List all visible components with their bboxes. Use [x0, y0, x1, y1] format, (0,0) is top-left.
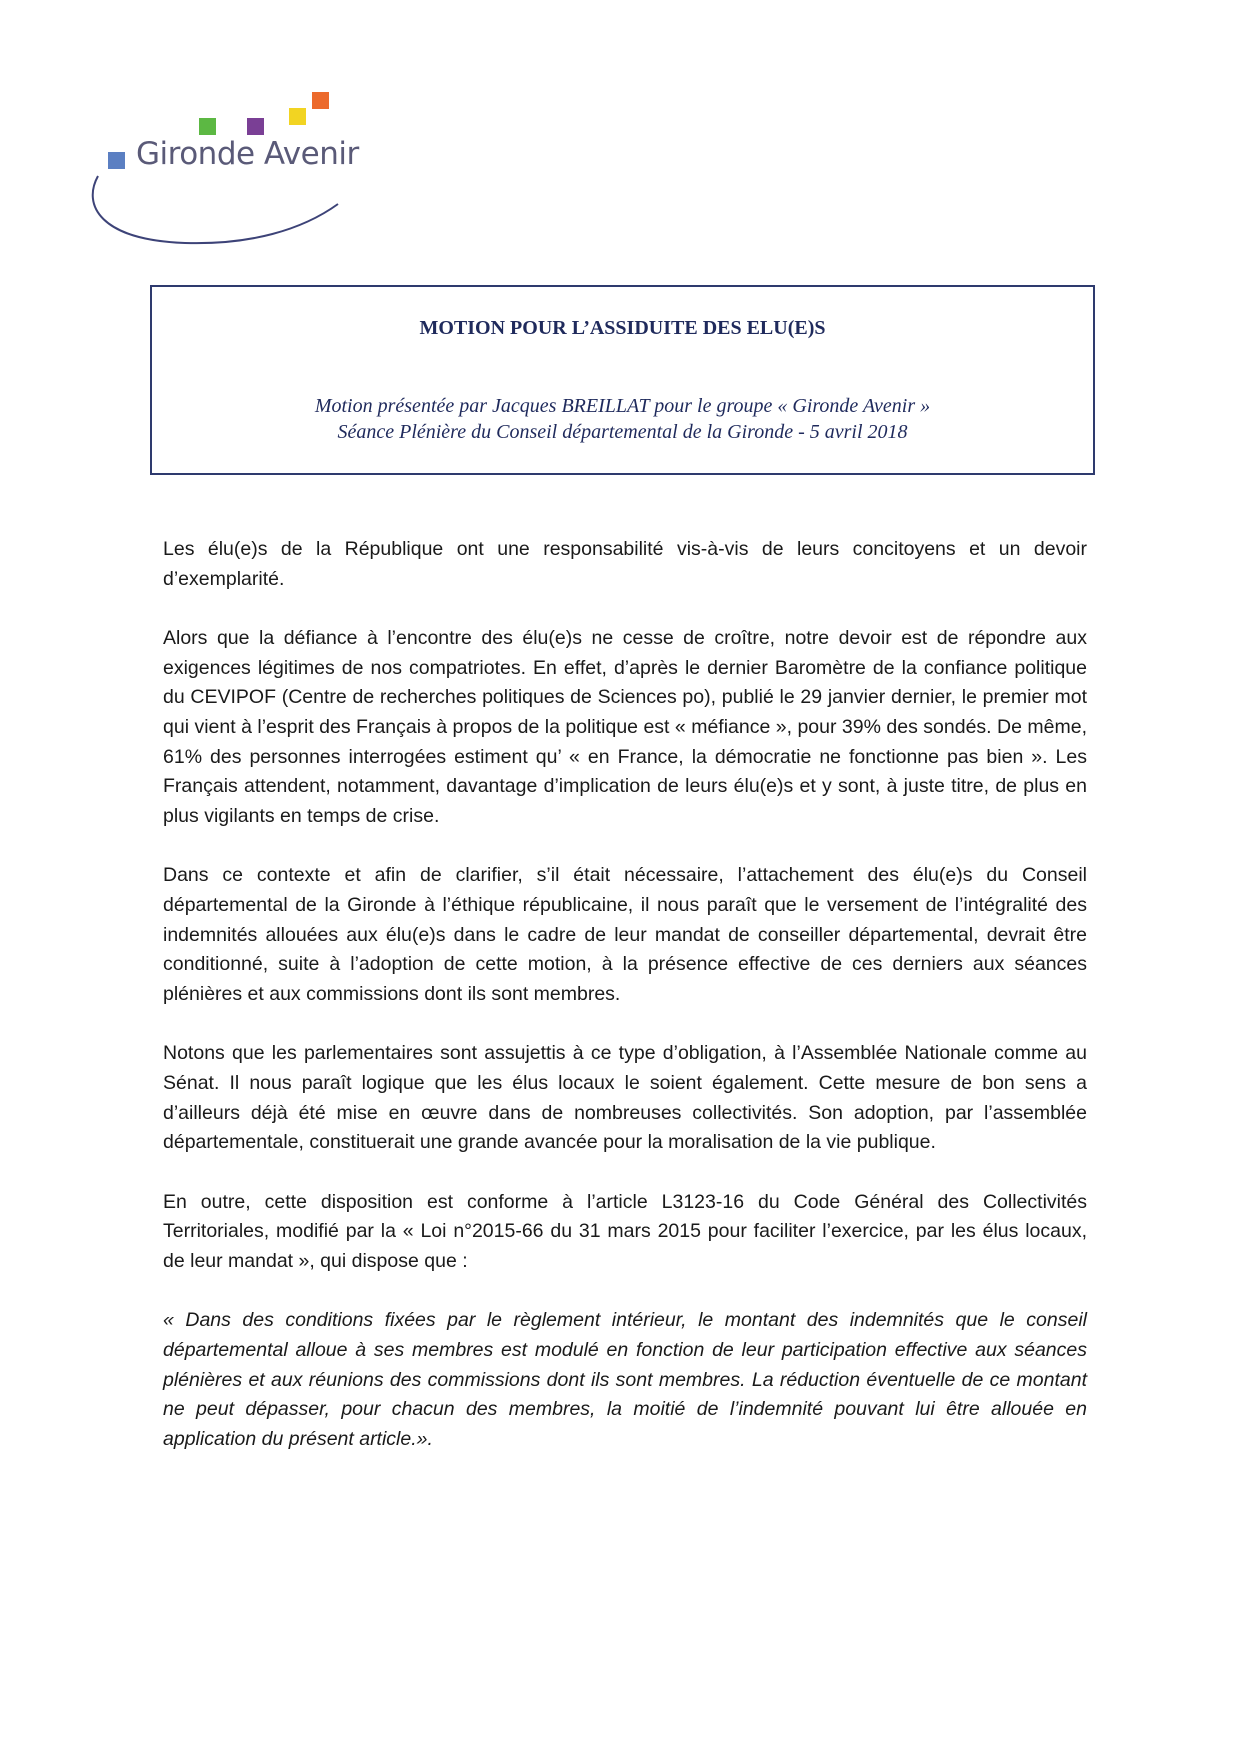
- motion-body: [163, 535, 1087, 1484]
- gironde-avenir-logo: [80, 80, 380, 260]
- body-paragraph-5: En outre, cette disposition est conforme à l’article L3123-16 du Code Général des Collectivités Territoriales, modifié par la « Loi n°2015-66 du 31 mars 2015 pour faciliter l’exercice, par les élus locaux, de leur mandat », qui dispose que :: [163, 1190, 1087, 1272]
- logo-square-orange: [312, 92, 329, 109]
- motion-header-box: [150, 285, 1095, 475]
- logo-square-yellow: [289, 108, 306, 125]
- body-paragraph-1: Les élu(e)s de la République ont une responsabilité vis-à-vis de leurs concitoyens et un devoir d’exemplarité.: [163, 538, 1087, 590]
- logo-text: Gironde Avenir: [136, 136, 359, 172]
- logo-square-green: [199, 118, 216, 135]
- body-paragraph-4: Notons que les parlementaires sont assujettis à ce type d’obligation, à l’Assemblée Nationale comme au Sénat. Il nous paraît logique que les élus locaux le soient également. Cette mesure de bon sens a d’ailleurs déjà été mise en œuvre dans de nombreuses collectivités. Son adoption, par l’assemblée départementale, constituerait une grande avancée pour la moralisation de la vie publique.: [163, 1042, 1087, 1154]
- logo-swoosh: [93, 176, 338, 243]
- body-paragraph-2: Alors que la défiance à l’encontre des élu(e)s ne cesse de croître, notre devoir est de répondre aux exigences légitimes de nos compatriotes. En effet, d’après le dernier Baromètre de la confiance politique du CEVIPOF (Centre de recherches politiques de Sciences po), publié le 29 janvier dernier, le premier mot qui vient à l’esprit des Français à propos de la politique est « méfiance », pour 39% des sondés. De même, 61% des personnes interrogées estiment qu’ « en France, la démocratie ne fonctionne pas bien ». Les Français attendent, notamment, davantage d’implication de leurs élu(e)s et y sont, à juste titre, de plus en plus vigilants en temps de crise.: [163, 627, 1087, 827]
- logo-square-blue: [108, 152, 125, 169]
- motion-session-line: Séance Plénière du Conseil départemental de la Gironde - 5 avril 2018: [337, 421, 908, 443]
- logo-square-purple: [247, 118, 264, 135]
- law-quote: « Dans des conditions fixées par le règlement intérieur, le montant des indemnités que le conseil départemental alloue à ses membres est modulé en fonction de leur participation effective aux séances plénières et aux réunions des commissions dont ils sont membres. La réduction éventuelle de ce montant ne peut dépasser, pour chacun des membres, la moitié de l’indemnité pouvant lui être allouée en application du présent article.».: [163, 1309, 1087, 1450]
- body-paragraph-3: Dans ce contexte et afin de clarifier, s’il était nécessaire, l’attachement des élu(e)s du Conseil départemental de la Gironde à l’éthique républicaine, il nous paraît que le versement de l’intégralité des indemnités allouées aux élu(e)s dans le cadre de leur mandat de conseiller départemental, devrait être conditionné, suite à l’adoption de cette motion, à la présence effective de ces derniers aux séances plénières et aux commissions dont ils sont membres.: [163, 864, 1087, 1005]
- motion-title: MOTION POUR L’ASSIDUITE DES ELU(E)S: [419, 317, 826, 339]
- motion-presenter-line: Motion présentée par Jacques BREILLAT pour le groupe « Gironde Avenir »: [314, 395, 931, 417]
